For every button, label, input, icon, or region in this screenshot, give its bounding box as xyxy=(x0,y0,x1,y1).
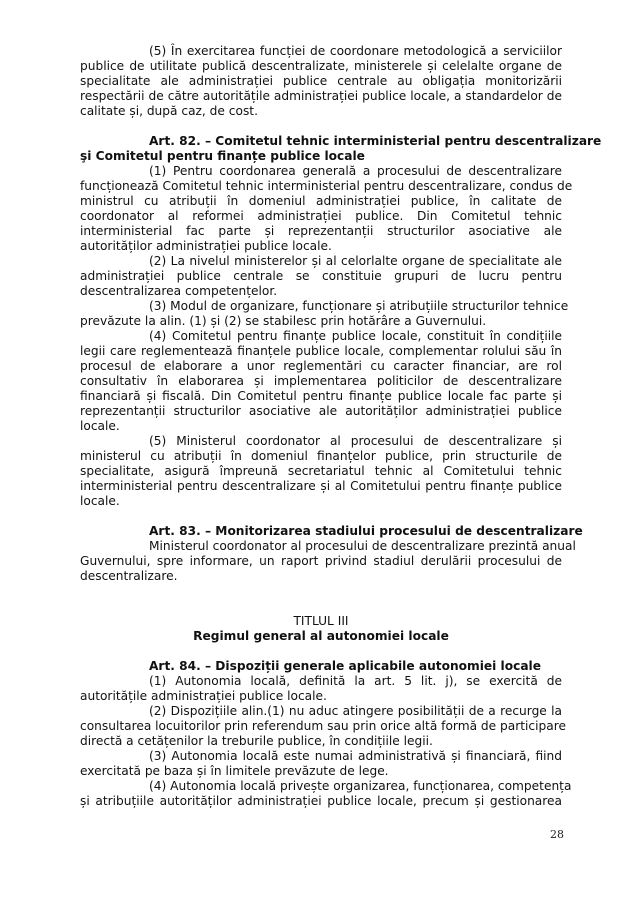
paragraph-line: reprezentanții structurilor asociative ale autorităților administrației publice xyxy=(80,404,562,418)
paragraph-line: procesul de elaborare a unor reglementări cu caracter financiar, are rol xyxy=(80,359,562,373)
paragraph-line: funcționează Comitetul tehnic interministerial pentru descentralizare, condus de xyxy=(80,179,573,193)
paragraph-line: specialitate ale administrației publice centrale au obligația monitorizării xyxy=(80,74,562,88)
paragraph-line: prevăzute la alin. (1) și (2) se stabilesc prin hotărâre a Guvernului. xyxy=(80,314,487,328)
paragraph-line: (5) În exercitarea funcției de coordonare metodologică a serviciilor xyxy=(149,44,562,58)
paragraph-line: autorităților administrației publice locale. xyxy=(80,239,332,253)
article-heading: Art. 82. – Comitetul tehnic interministerial pentru descentralizare xyxy=(149,134,602,148)
paragraph-line: consultativ în elaborarea și implementarea politicilor de descentralizare xyxy=(80,374,562,388)
paragraph-line: locale. xyxy=(80,419,120,433)
paragraph-line: directă a cetățenilor la treburile publice, în condițiile legii. xyxy=(80,734,433,748)
paragraph-line: specialitate, asigură împreună secretariatul tehnic al Comitetului tehnic xyxy=(80,464,562,478)
paragraph-line: Ministerul coordonator al procesului de descentralizare prezintă anual xyxy=(149,539,576,553)
paragraph-line: și atribuțiile autorităților administrației publice locale, precum și gestionarea xyxy=(80,794,562,808)
paragraph-line: administrației publice centrale se constituie grupuri de lucru pentru xyxy=(80,269,562,283)
paragraph-line: (1) Pentru coordonarea generală a procesului de descentralizare xyxy=(149,164,562,178)
paragraph-line: interministerial fac parte și reprezentanții structurilor asociative ale xyxy=(80,224,562,238)
paragraph-line: ministrul cu atribuții în domeniul administrației publice, în calitate de xyxy=(80,194,562,208)
paragraph-line: coordonator al reformei administrației publice. Din Comitetul tehnic xyxy=(80,209,562,223)
article-heading: Art. 83. – Monitorizarea stadiului procesului de descentralizare xyxy=(149,524,583,538)
paragraph-line: (4) Autonomia locală privește organizarea, funcționarea, competența xyxy=(149,779,572,793)
paragraph-line: ministerul cu atribuții în domeniul finanțelor publice, prin structurile de xyxy=(80,449,562,463)
paragraph-line: descentralizare. xyxy=(80,569,178,583)
paragraph-line: autoritățile administrației publice locale. xyxy=(80,689,327,703)
article-heading: şi Comitetul pentru finanțe publice locale xyxy=(80,149,365,163)
paragraph-line: respectării de către autoritățile administrației publice locale, a standardelor de xyxy=(80,89,562,103)
document-body xyxy=(80,44,602,809)
paragraph-line: legii care reglementează finanțele publice locale, complementar rolului său în xyxy=(80,344,562,358)
paragraph-line: calitate și, după caz, de cost. xyxy=(80,104,258,118)
page-number: 28 xyxy=(550,828,564,841)
paragraph-line: publice de utilitate publică descentralizate, ministerele și celelalte organe de xyxy=(80,59,562,73)
paragraph-line: financiară și fiscală. Din Comitetul pentru finanțe publice locale fac parte și xyxy=(80,389,562,403)
paragraph-line: locale. xyxy=(80,494,120,508)
paragraph-line: interministerial pentru descentralizare și al Comitetului pentru finanțe publice xyxy=(80,479,562,493)
paragraph-line: (3) Modul de organizare, funcționare și atribuțiile structurilor tehnice xyxy=(149,299,569,313)
title-heading: Regimul general al autonomiei locale xyxy=(193,629,449,643)
paragraph-line: (2) Dispozițiile alin.(1) nu aduc atingere posibilității de a recurge la xyxy=(149,704,562,718)
title-number: TITLUL III xyxy=(293,614,349,628)
paragraph-line: (5) Ministerul coordonator al procesului de descentralizare și xyxy=(149,434,562,448)
paragraph-line: (1) Autonomia locală, definită la art. 5 lit. j), se exercită de xyxy=(149,674,562,688)
paragraph-line: (4) Comitetul pentru finanțe publice locale, constituit în condițiile xyxy=(149,329,562,343)
paragraph-line: (3) Autonomia locală este numai administrativă și financiară, fiind xyxy=(149,749,562,763)
paragraph-line: descentralizarea competențelor. xyxy=(80,284,278,298)
paragraph-line: consultarea locuitorilor prin referendum sau prin orice altă formă de participare xyxy=(80,719,566,733)
article-heading: Art. 84. – Dispoziții generale aplicabile autonomiei locale xyxy=(149,659,541,673)
paragraph-line: exercitată pe baza și în limitele prevăzute de lege. xyxy=(80,764,389,778)
paragraph-line: Guvernului, spre informare, un raport privind stadiul derulării procesului de xyxy=(80,554,562,568)
paragraph-line: (2) La nivelul ministerelor și al celorlalte organe de specialitate ale xyxy=(149,254,562,268)
